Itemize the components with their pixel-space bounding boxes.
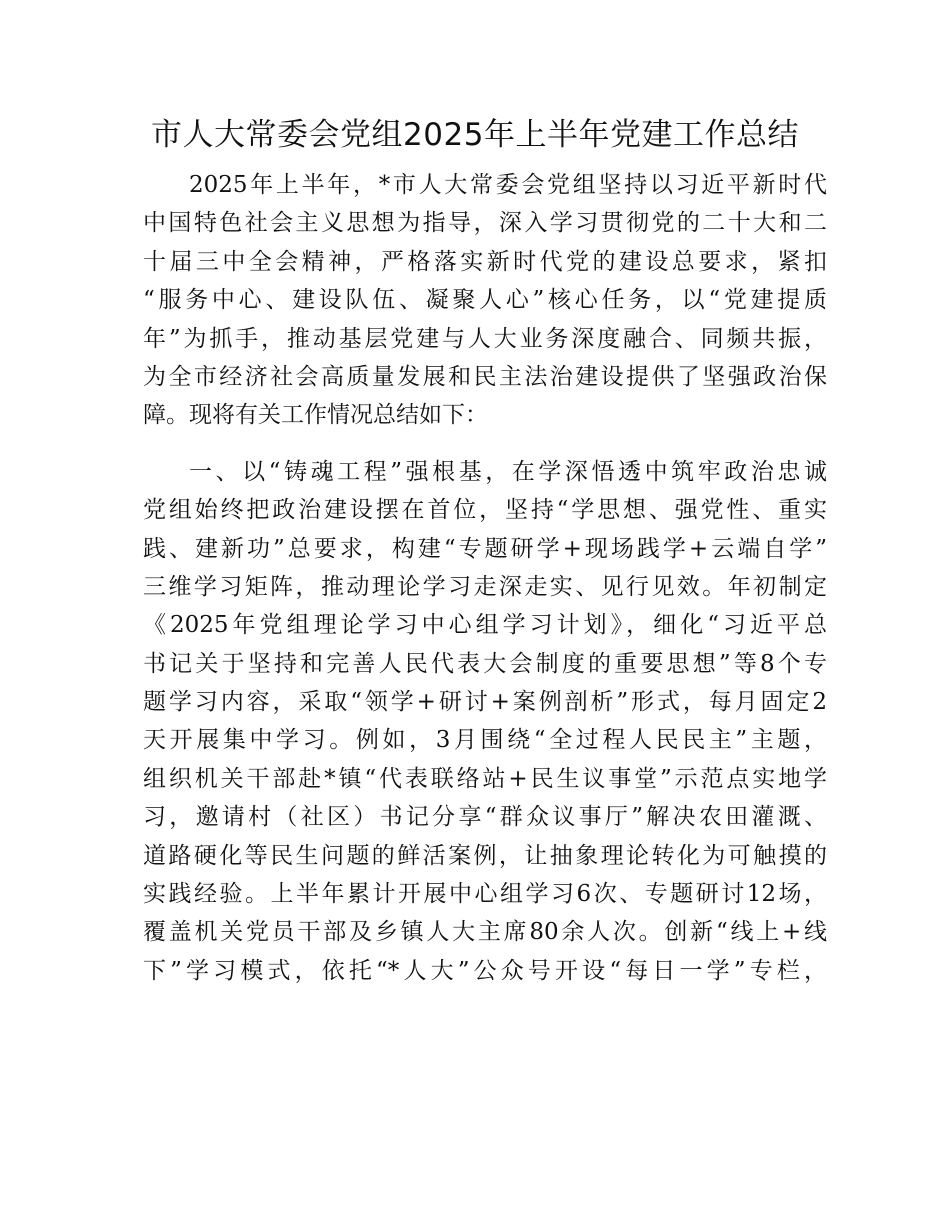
text-line: 践、建新功”总要求，构建“专题研学+现场践学+云端自学” xyxy=(143,535,827,562)
section-heading-line: 一、以“铸魂工程”强根基，在学深悟透中筑牢政治忠诚 xyxy=(189,458,827,485)
text-line: 障。现将有关工作情况总结如下： xyxy=(143,402,488,429)
text-line: “服务中心、建设队伍、凝聚人心”核心任务，以“党建提质 xyxy=(143,287,827,314)
text-line: 《2025年党组理论学习中心组学习计划》，细化“习近平总 xyxy=(143,612,827,639)
text-line: 年”为抓手，推动基层党建与人大业务深度融合、同频共振， xyxy=(143,325,827,352)
text-line: 下”学习模式，依托“*人大”公众号开设“每日一学”专栏， xyxy=(143,957,827,984)
document-title: 市人大常委会党组2025年上半年党建工作总结 xyxy=(151,117,799,153)
text-line: 实践经验。上半年累计开展中心组学习6次、专题研讨12场， xyxy=(143,881,827,908)
paragraph-section-one xyxy=(143,453,827,1029)
paragraph-spacer xyxy=(143,435,827,453)
text-line: 三维学习矩阵，推动理论学习走深走实、见行见效。年初制定 xyxy=(143,573,827,600)
text-line: 覆盖机关党员干部及乡镇人大主席80余人次。创新“线上+线 xyxy=(143,919,827,946)
text-line xyxy=(143,990,827,1028)
text-line: 组织机关干部赴*镇“代表联络站+民生议事堂”示范点实地学 xyxy=(143,765,827,792)
text-line: 题学习内容，采取“领学+研讨+案例剖析”形式，每月固定2 xyxy=(143,689,827,716)
text-line: 十届三中全会精神，严格落实新时代党的建设总要求，紧扣 xyxy=(143,248,827,275)
text-line: 道路硬化等民生问题的鲜活案例，让抽象理论转化为可触摸的 xyxy=(143,842,827,869)
text-line: 2025年上半年，*市人大常委会党组坚持以习近平新时代 xyxy=(189,172,827,198)
text-line: 中国特色社会主义思想为指导，深入学习贯彻党的二十大和二 xyxy=(143,210,827,237)
text-line: 书记关于坚持和完善人民代表大会制度的重要思想”等8个专 xyxy=(143,650,827,677)
text-line: 习，邀请村（社区）书记分享“群众议事厅”解决农田灌溉、 xyxy=(143,804,827,831)
paragraph-intro xyxy=(143,166,827,435)
text-line: 天开展集中学习。例如，3月围绕“全过程人民民主”主题， xyxy=(143,727,827,754)
text-line: 党组始终把政治建设摆在首位，坚持“学思想、强党性、重实 xyxy=(143,497,827,524)
text-line: 为全市经济社会高质量发展和民主法治建设提供了坚强政治保 xyxy=(143,363,827,390)
document-body xyxy=(143,166,827,1029)
